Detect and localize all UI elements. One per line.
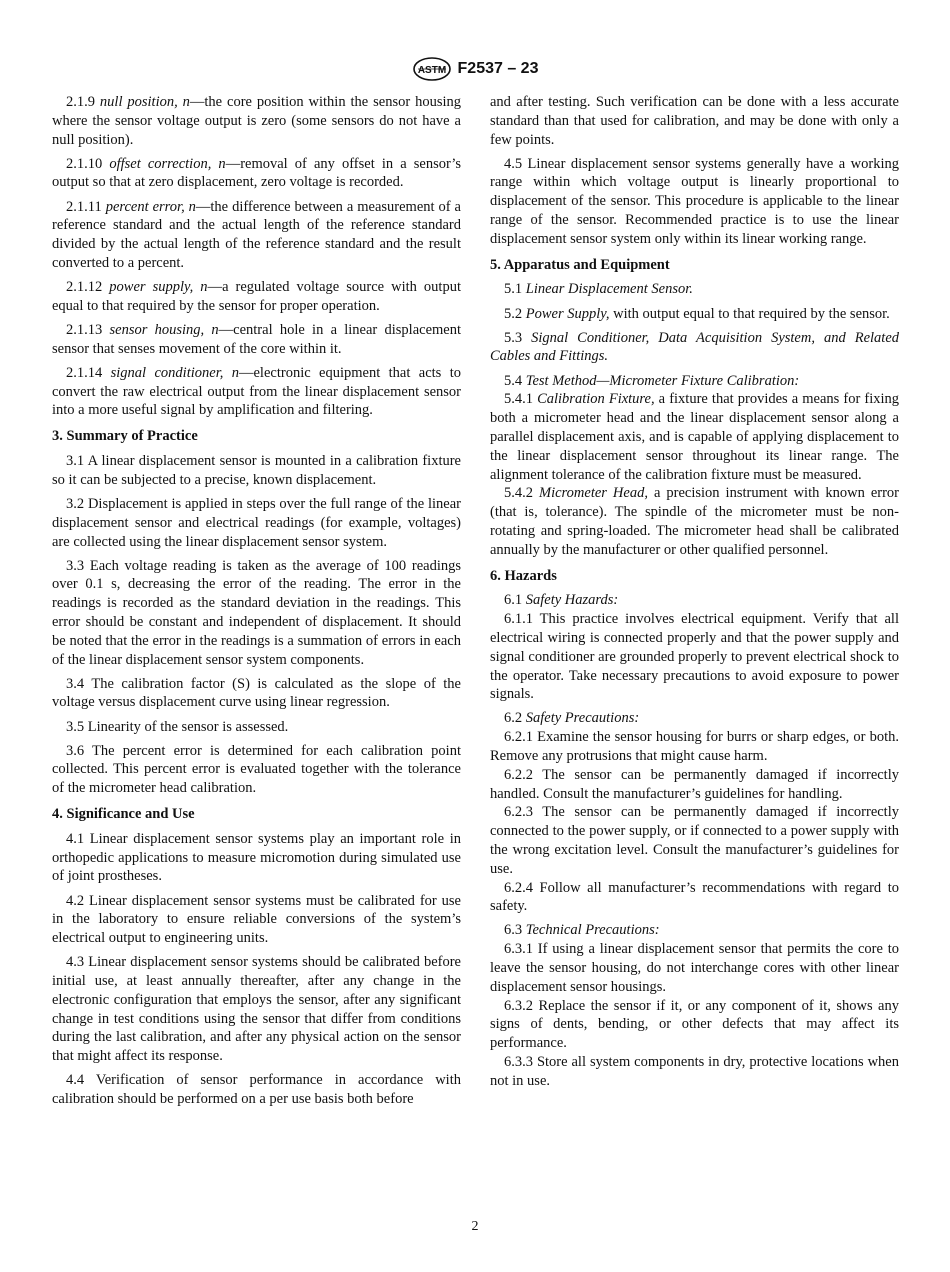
paragraph-3-6: 3.6 The percent error is determined for each calibration point collected. This percent error is evaluated together with the tolerance of the micrometer head calibration.	[52, 742, 461, 797]
paragraph-3-4: 3.4 The calibration factor (S) is calculated as the slope of the voltage versus displacement curve using linear regression.	[52, 675, 461, 711]
definition-2-1-11: 2.1.11 percent error, n—the difference between a measurement of a reference standard and the actual length of the reference standard divided by the actual length of the reference standard and the result converted to a percent.	[52, 198, 461, 271]
paragraph-5-4: 5.4 Test Method—Micrometer Fixture Calibration:	[504, 372, 800, 389]
paragraph-3-2: 3.2 Displacement is applied in steps over the full range of the linear displacement sensor and electrical readings (for example, voltages) are collected using the linear displacement sensor system.	[52, 495, 461, 550]
paragraph-5-1: 5.1 Linear Displacement Sensor.	[504, 281, 693, 298]
paragraph-6-1-1: 6.1.1 This practice involves electrical equipment. Verify that all electrical wiring is connected properly and that the power supply and signal conditioner are grounded properly to prevent electrical shock to the operator. Take necessary precautions to avoid exposure to power signals.	[490, 611, 899, 703]
paragraph-6-2: 6.2 Safety Precautions:	[504, 710, 640, 727]
paragraph-6-3-1: 6.3.1 If using a linear displacement sensor that permits the core to leave the sensor housing, do not interchange cores with other linear displacement sensor housings.	[490, 941, 899, 995]
astm-logo-icon	[412, 57, 452, 81]
paragraph-6-2-1: 6.2.1 Examine the sensor housing for burrs or sharp edges, or both. Remove any protrusions that might cause harm.	[490, 729, 899, 764]
definition-2-1-14: 2.1.14 signal conditioner, n—electronic equipment that acts to convert the raw electrical output from the linear displacement sensor into a more useful signal by amplification and filtering.	[52, 364, 461, 419]
paragraph-6-3-2: 6.3.2 Replace the sensor if it, or any component of it, shows any signs of dents, bending, or other defects that may affect its performance.	[490, 997, 899, 1052]
page-header	[0, 58, 950, 80]
paragraph-3-5: 3.5 Linearity of the sensor is assessed.	[66, 718, 289, 735]
left-column	[52, 93, 461, 1114]
definition-2-1-9: 2.1.9 null position, n—the core position within the sensor housing where the sensor voltage output is zero (some sensors do not have a null position).	[52, 94, 462, 148]
page-number: 2	[471, 1219, 479, 1234]
paragraph-5-2: 5.2 Power Supply, with output equal to that required by the sensor.	[504, 305, 890, 322]
definition-2-1-12: 2.1.12 power supply, n—a regulated voltage source with output equal to that required by the sensor for proper operation.	[52, 279, 461, 314]
paragraph-3-3: 3.3 Each voltage reading is taken as the average of 100 readings over 0.1 s, decreasing the error of the reading. The error in the readings is recorded as the standard deviation in the readings. This error should be constant and independent of displacement. It should be noted that the error in the readings is a summation of errors in each of the linear displacement sensor system components.	[52, 557, 461, 668]
paragraph-4-1: 4.1 Linear displacement sensor systems play an important role in orthopedic applications to measure micromotion during simulated use of joint prostheses.	[52, 830, 461, 885]
section-heading-4: 4. Significance and Use	[52, 806, 195, 823]
paragraph-4-4-continued: and after testing. Such verification can be done with a less accurate standard than that used for calibration, and may be done with only a few points.	[490, 94, 899, 148]
section-heading-3: 3. Summary of Practice	[52, 428, 198, 445]
paragraph-5-4-2: 5.4.2 Micrometer Head, a precision instrument with known error (that is, tolerance). The spindle of the micrometer must be non-rotating and spring-loaded. The micrometer head shall be calibrated annually by the manufacturer or other qualified personnel.	[490, 485, 900, 558]
paragraph-4-4: 4.4 Verification of sensor performance in accordance with calibration should be performed on a per use basis both before	[52, 1072, 461, 1108]
paragraph-6-3: 6.3 Technical Precautions:	[504, 922, 660, 939]
definition-2-1-10: 2.1.10 offset correction, n—removal of any offset in a sensor’s output so that at zero displacement, zero voltage is recorded.	[52, 155, 461, 191]
paragraph-6-2-3: 6.2.3 The sensor can be permanently damaged if incorrectly connected to the power supply, or if connected to a power supply with the wrong excitation level. Consult the manufacturer’s guidelines for use.	[490, 804, 899, 877]
paragraph-4-5: 4.5 Linear displacement sensor systems generally have a working range within which voltage output is linearly proportional to displacement of the sensor. This procedure is applicable to the linear range of the sensor. Recommended practice is to use the linear displacement sensor system only within its linear working range.	[490, 155, 899, 247]
document-id: F2537 – 23	[457, 60, 539, 77]
paragraph-5-4-1: 5.4.1 Calibration Fixture, a fixture that provides a means for fixing both a micrometer head and the linear displacement sensor along a parallel displacement axis, and is capable of applying displacement to the linear displacement sensor throughout its linear range. The alignment tolerance of the calibration fixture must be measured.	[490, 391, 899, 483]
paragraph-6-2-2: 6.2.2 The sensor can be permanently damaged if incorrectly handled. Consult the manufacturer’s guidelines for handling.	[490, 766, 899, 802]
paragraph-6-1: 6.1 Safety Hazards:	[504, 592, 619, 609]
paragraph-4-2: 4.2 Linear displacement sensor systems must be calibrated for use in the laboratory to ensure reliable conversions of the system’s electrical output to engineering units.	[52, 892, 461, 947]
paragraph-3-1: 3.1 A linear displacement sensor is mounted in a calibration fixture so it can be subjected to a precise, known displacement.	[52, 453, 461, 488]
paragraph-5-3: 5.3 Signal Conditioner, Data Acquisition System, and Related Cables and Fittings.	[490, 329, 899, 365]
paragraph-4-3: 4.3 Linear displacement sensor systems should be calibrated before initial use, at least annually thereafter, after any change in the electronic configuration that employs the sensor, after any significant change in test conditions using the sensor that differ from conditions during the last calibration, and after any physical action on the sensor that might affect its response.	[52, 954, 461, 1065]
paragraph-6-2-4: 6.2.4 Follow all manufacturer’s recommendations with regard to safety.	[490, 879, 899, 915]
definition-2-1-13: 2.1.13 sensor housing, n—central hole in a linear displacement sensor that senses movement of the core within it.	[52, 321, 461, 357]
paragraph-6-3-3: 6.3.3 Store all system components in dry, protective locations when not in use.	[490, 1054, 899, 1089]
right-column	[490, 93, 899, 1091]
astm-logo-text: ASTM	[417, 65, 446, 76]
section-heading-5: 5. Apparatus and Equipment	[490, 256, 670, 273]
section-heading-6: 6. Hazards	[490, 567, 557, 584]
